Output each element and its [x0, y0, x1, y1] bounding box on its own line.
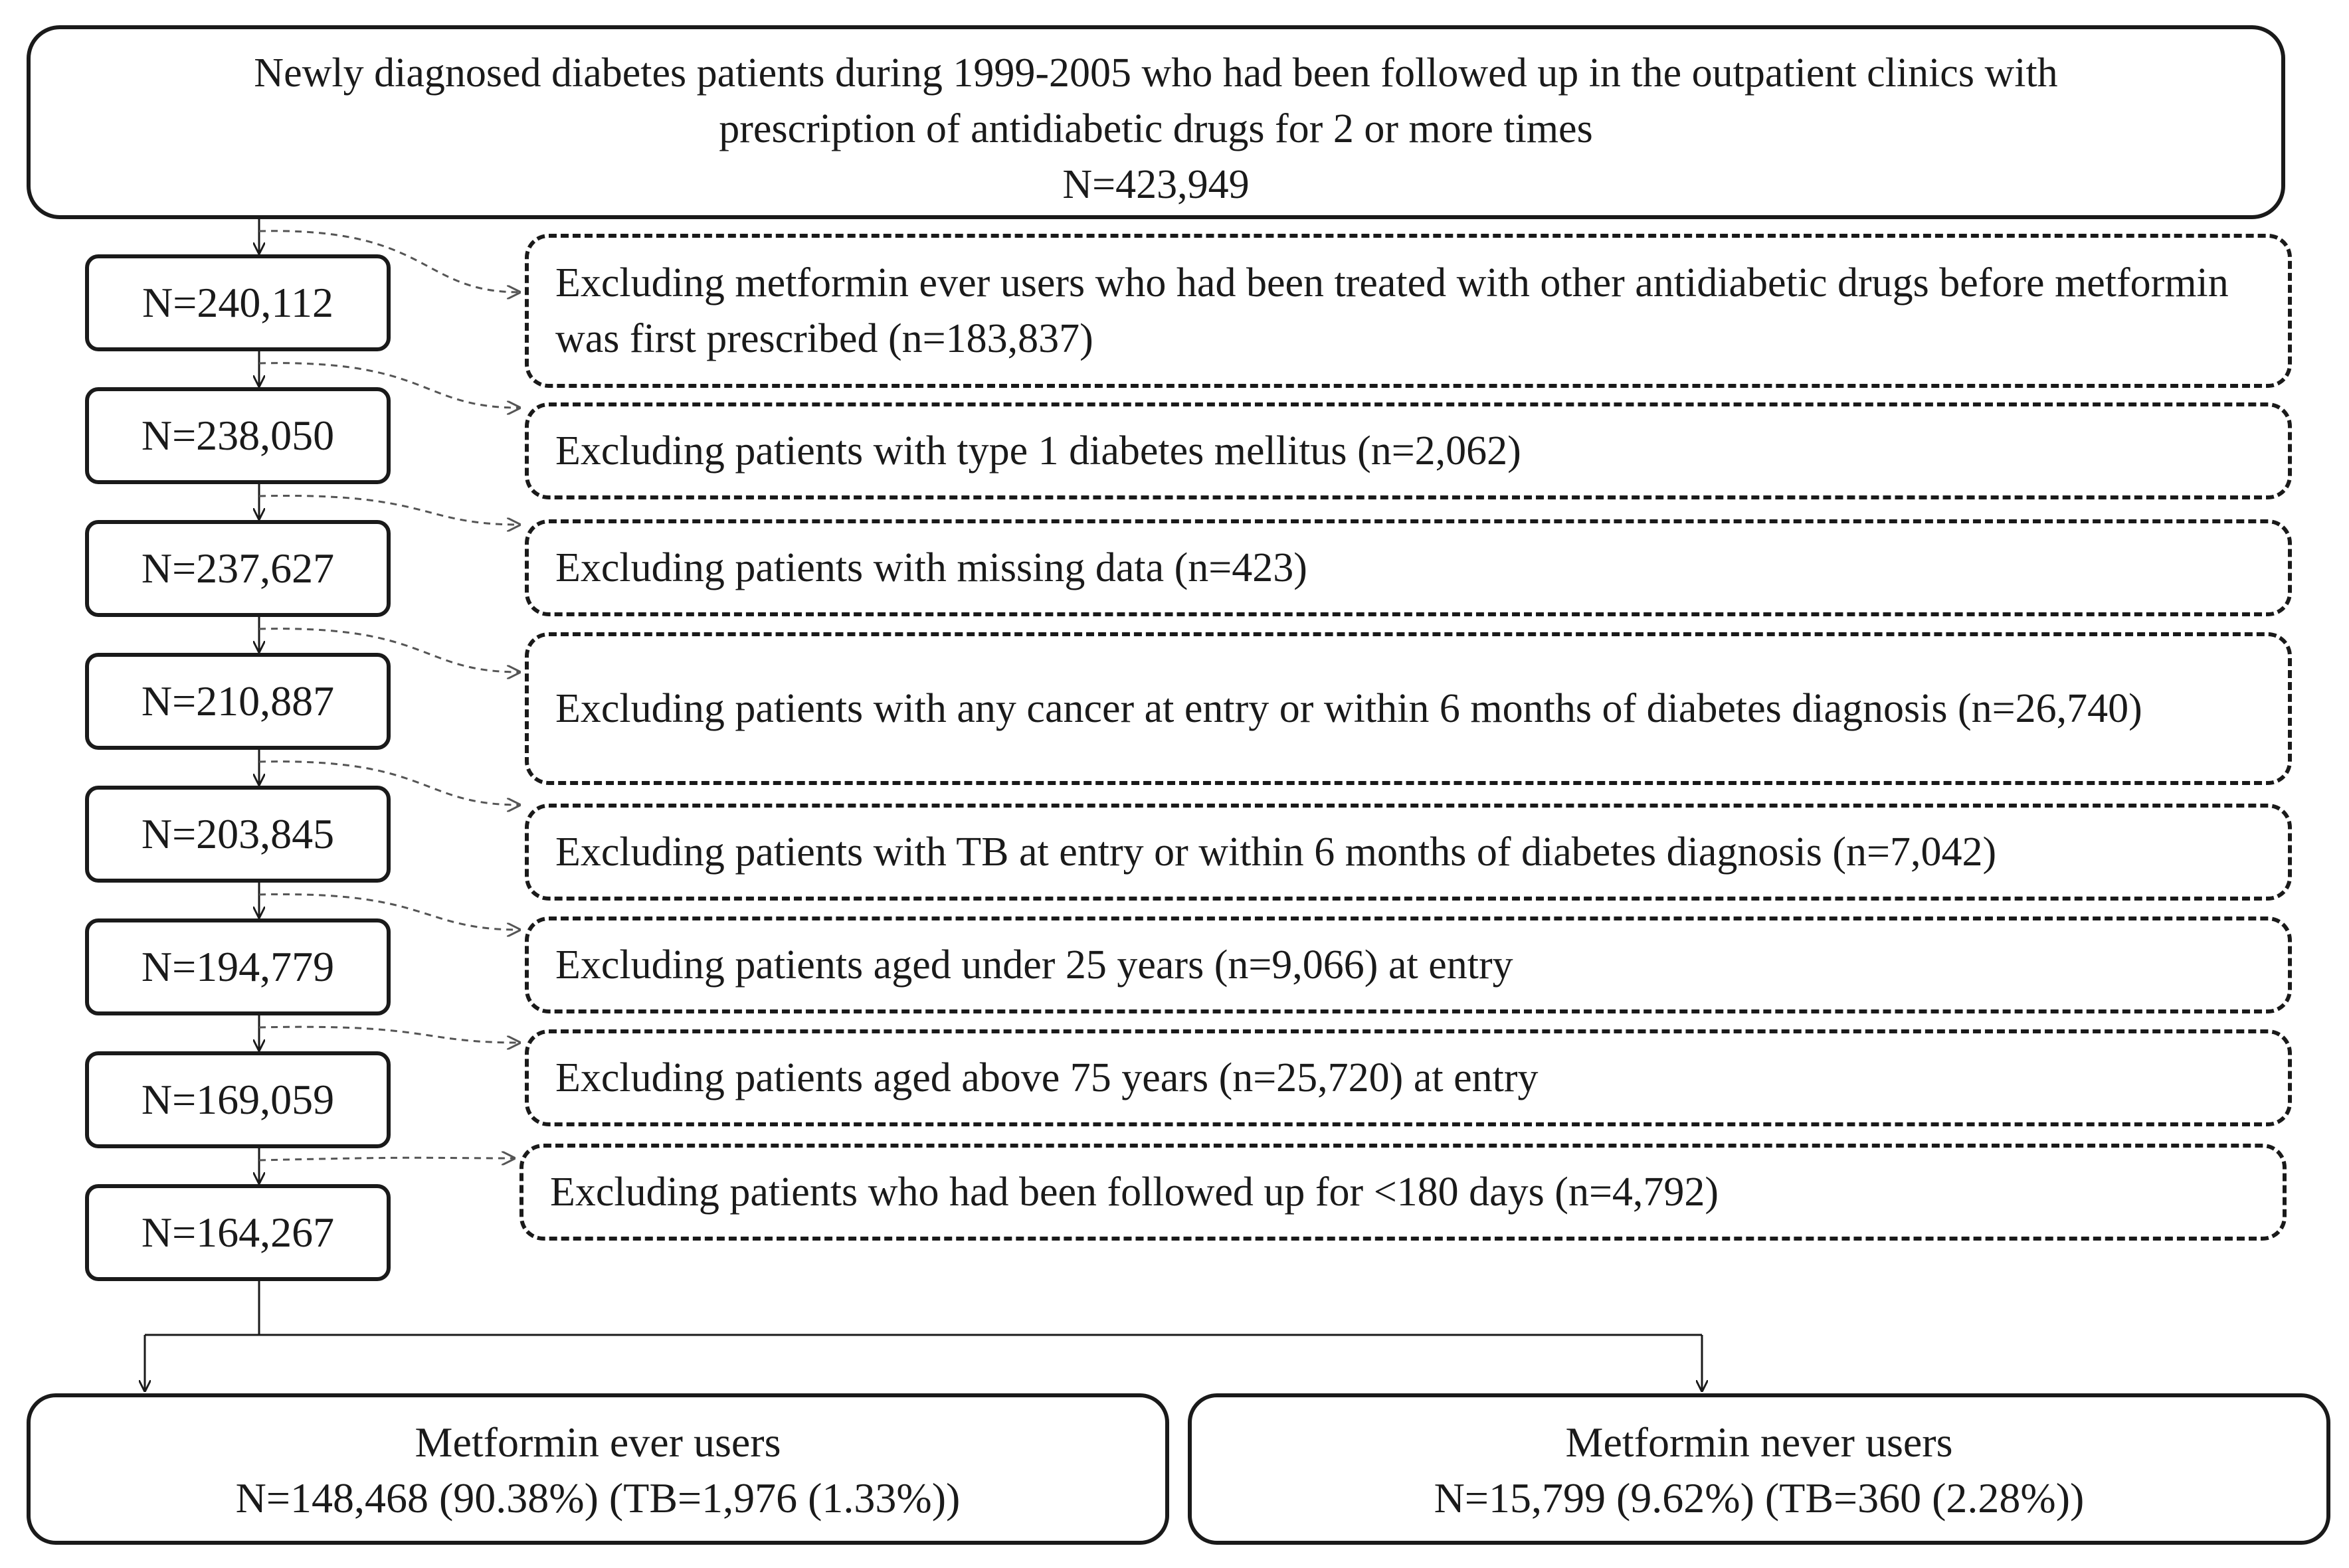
initial-cohort-line2: prescription of antidiabetic drugs for 2 or more times [719, 106, 1593, 151]
remaining-count: N=238,050 [141, 412, 335, 459]
exclusion-arrow [259, 1158, 514, 1160]
initial-cohort-count: N=423,949 [1062, 162, 1250, 207]
remaining-count: N=169,059 [141, 1076, 335, 1123]
group-detail: N=148,468 (90.38%) (TB=1,976 (1.33%)) [235, 1474, 961, 1522]
initial-cohort-line1: Newly diagnosed diabetes patients during 1999-2005 who had been followed up in the outpatient clinics with [254, 50, 2058, 96]
metformin-never-users-box [1188, 1393, 2330, 1545]
remaining-count-box [85, 1051, 391, 1148]
exclusion-box [525, 1029, 2292, 1126]
exclusion-text: Excluding patients with any cancer at entry or within 6 months of diabetes diagnosis (n=26,740) [555, 686, 2142, 731]
remaining-count-box [85, 653, 391, 750]
initial-cohort-box [27, 25, 2285, 219]
remaining-count: N=240,112 [142, 279, 333, 326]
remaining-count: N=210,887 [141, 677, 335, 725]
exclusion-box [525, 402, 2292, 499]
exclusion-text: Excluding metformin ever users who had been treated with other antidiabetic drugs before metformin was first prescribed (n=183,837) [555, 260, 2229, 361]
exclusion-text: Excluding patients with TB at entry or within 6 months of diabetes diagnosis (n=7,042) [555, 829, 1997, 875]
exclusion-text: Excluding patients who had been followed up for <180 days (n=4,792) [550, 1170, 1719, 1215]
remaining-count: N=164,267 [141, 1209, 335, 1256]
metformin-ever-users-box [27, 1393, 1169, 1545]
remaining-count-box [85, 786, 391, 883]
exclusion-box [525, 234, 2292, 388]
group-title: Metformin never users [1565, 1419, 1953, 1466]
exclusion-text: Excluding patients aged above 75 years (n=25,720) at entry [555, 1055, 1539, 1100]
remaining-count: N=203,845 [141, 810, 335, 857]
remaining-count-box [85, 1184, 391, 1281]
exclusion-box [525, 804, 2292, 901]
remaining-count: N=237,627 [141, 545, 335, 592]
exclusion-text: Excluding patients with type 1 diabetes mellitus (n=2,062) [555, 428, 1521, 474]
exclusion-box [525, 519, 2292, 616]
group-detail: N=15,799 (9.62%) (TB=360 (2.28%)) [1434, 1474, 2085, 1522]
exclusion-box [519, 1144, 2287, 1241]
exclusion-arrow [259, 1027, 519, 1043]
exclusion-box [525, 632, 2292, 785]
remaining-count-box [85, 254, 391, 351]
exclusion-text: Excluding patients with missing data (n=423) [555, 545, 1307, 590]
exclusion-text: Excluding patients aged under 25 years (n=9,066) at entry [555, 942, 1513, 988]
exclusion-box [525, 916, 2292, 1013]
remaining-count-box [85, 387, 391, 484]
group-title: Metformin ever users [415, 1419, 781, 1466]
remaining-count-box [85, 520, 391, 617]
remaining-count-box [85, 918, 391, 1015]
remaining-count: N=194,779 [141, 943, 335, 990]
